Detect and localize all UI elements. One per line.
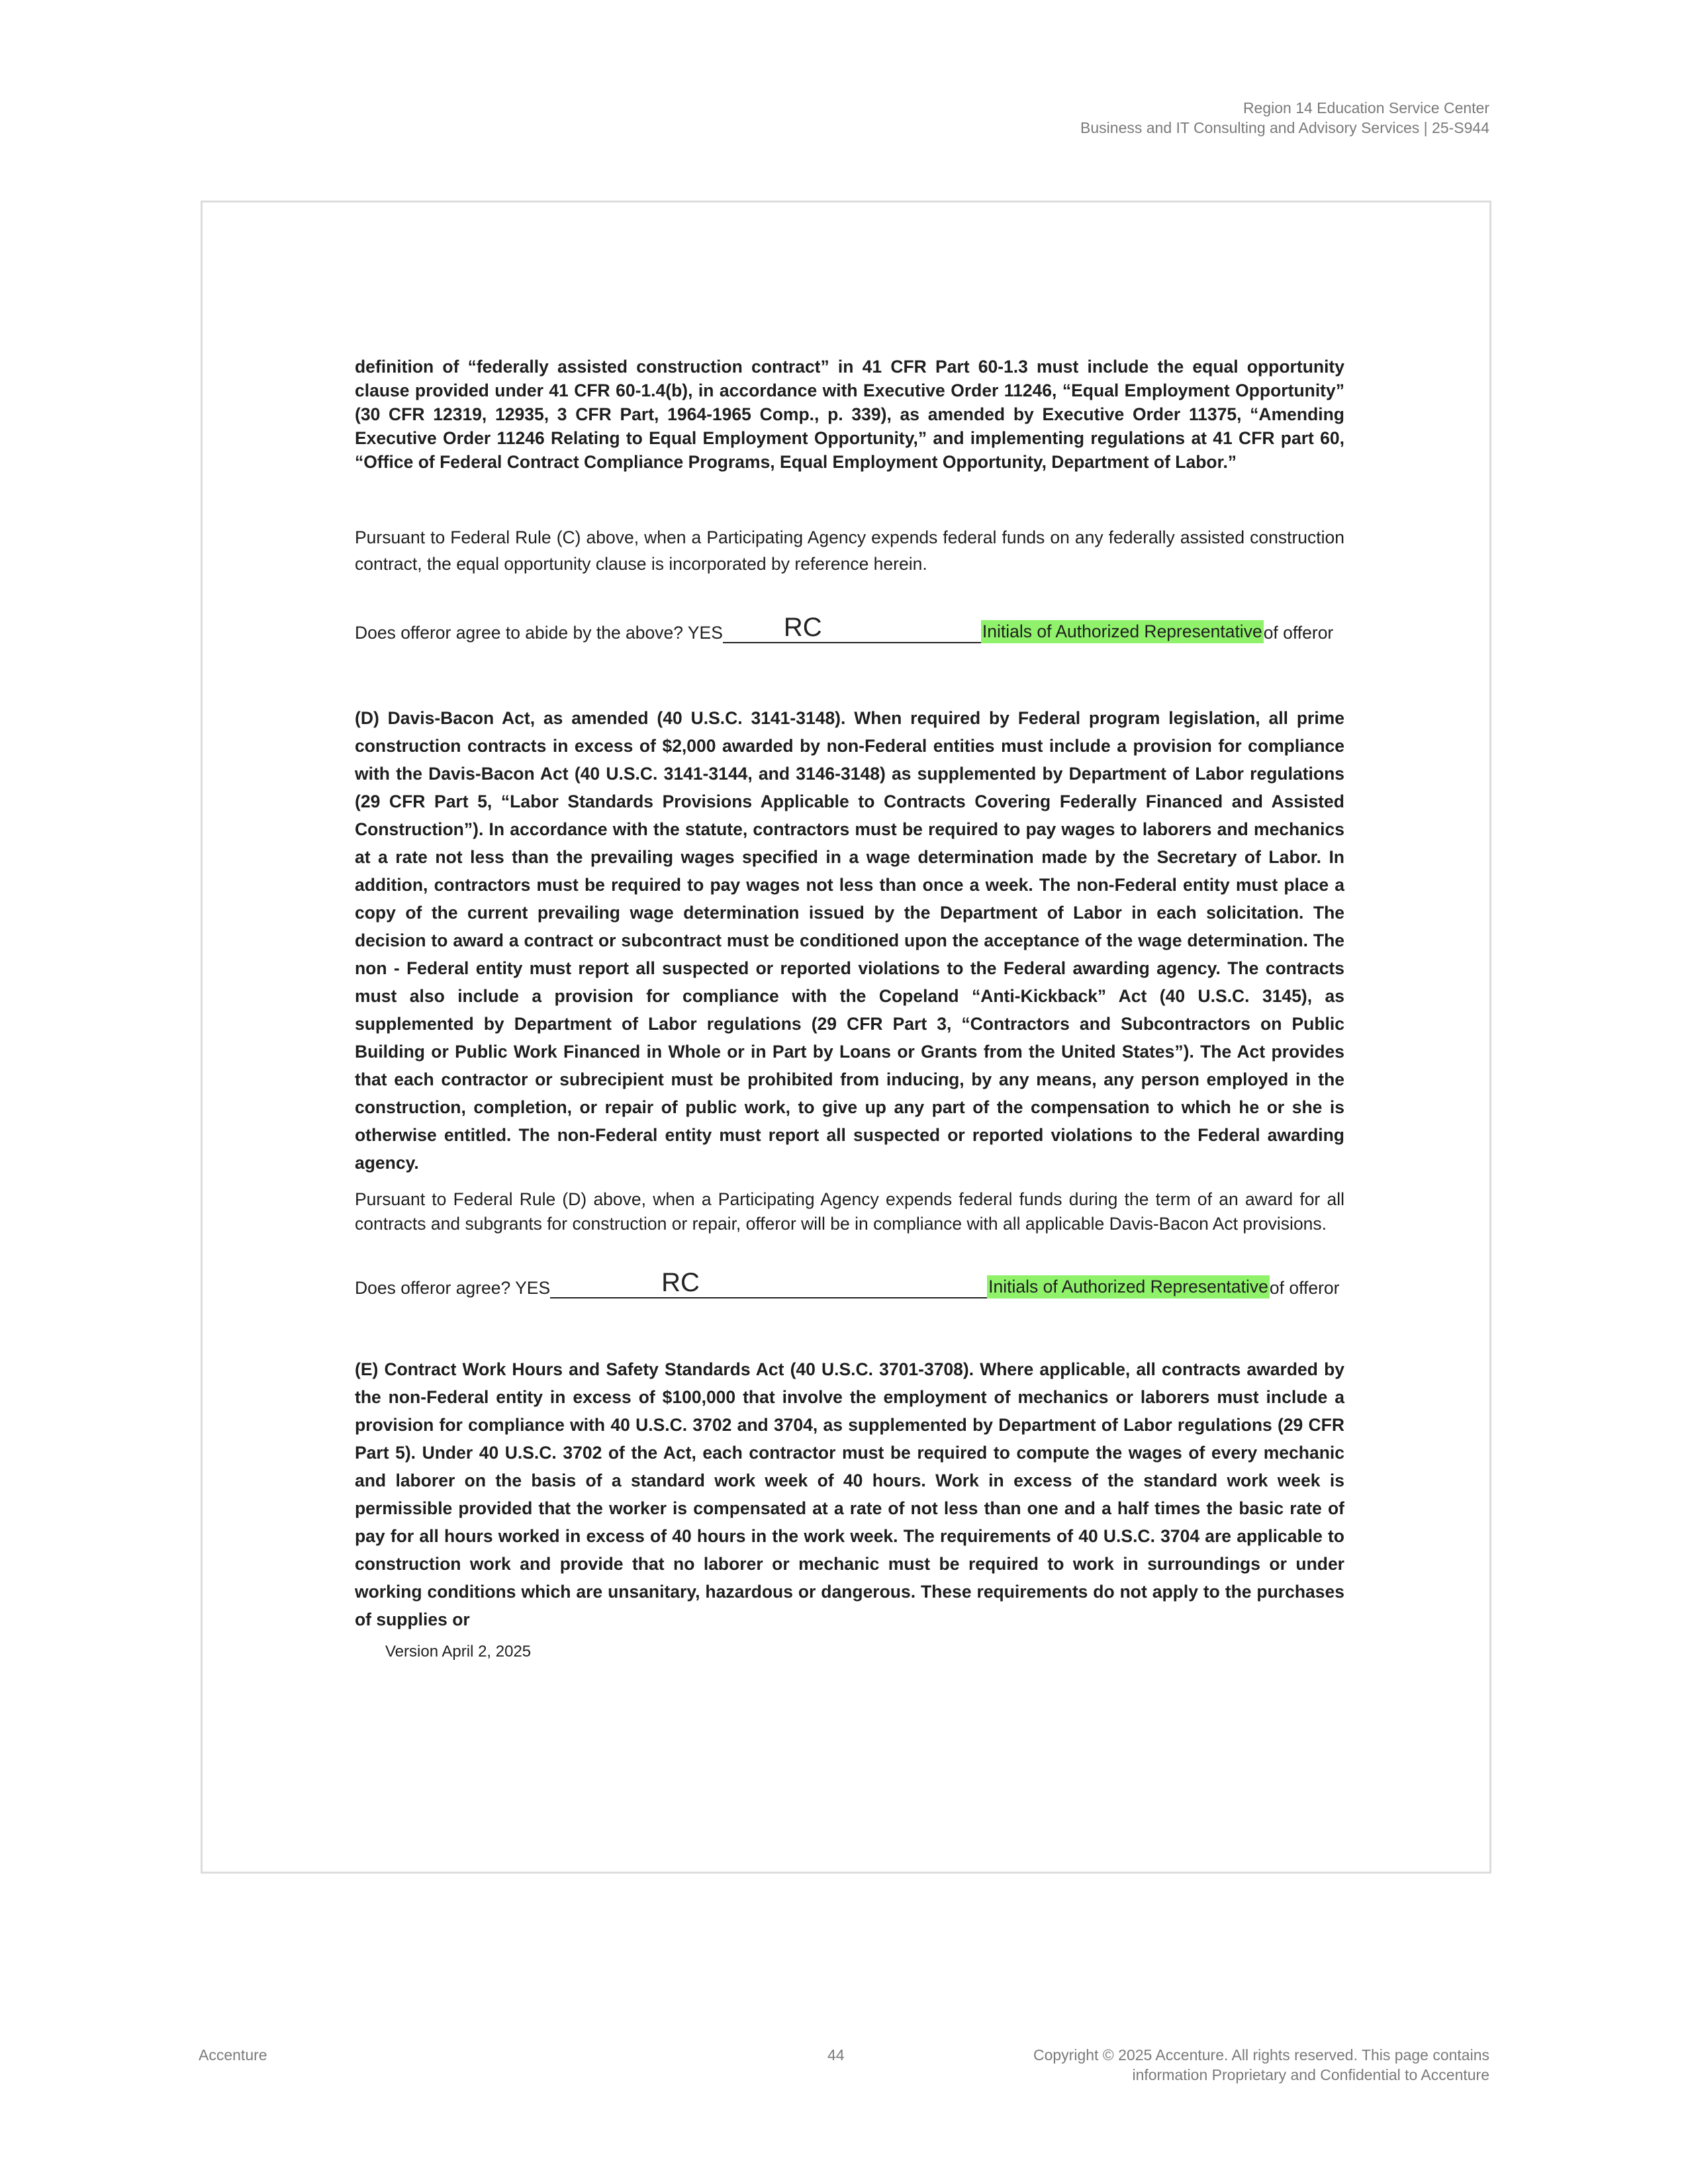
copyright-line-2: information Proprietary and Confidential to Accenture	[1132, 2066, 1489, 2083]
header-org: Region 14 Education Service Center	[1243, 99, 1489, 116]
page-header	[1080, 98, 1489, 138]
footer-company: Accenture	[199, 2046, 267, 2064]
copyright-line-1: Copyright © 2025 Accenture. All rights reserved. This page contains	[1033, 2046, 1489, 2064]
clause-c-continuation: definition of “federally assisted construction contract” in 41 CFR Part 60-1.3 must include the equal opportunity clause provided under 41 CFR 60-1.4(b), in accordance with Executive Order 11246, “Equal Employment Opportunity” (30 CFR 12319, 12935, 3 CFR Part, 1964-1965 Comp., p. 339), as amended by Executive Order 11375, “Amending Executive Order 11246 Relating to Equal Employment Opportunity,” and implementing regulations at 41 CFR part 60, “Office of Federal Contract Compliance Programs, Equal Employment Opportunity, Department of Labor.”	[355, 357, 1344, 472]
agree-row-d	[355, 1269, 1344, 1298]
agree-row-c	[355, 614, 1344, 643]
initials-signature: RC	[661, 1268, 700, 1297]
agree-question: Does offeror agree to abide by the above? YES	[355, 623, 723, 643]
clause-e-work-hours: (E) Contract Work Hours and Safety Standards Act (40 U.S.C. 3701-3708). Where applicable, all contracts awarded by the non-Federal entity in excess of $100,000 that involve the employment of mechanics or laborers must include a provision for compliance with 40 U.S.C. 3702 and 3704, as supplemented by Department of Labor regulations (29 CFR Part 5). Under 40 U.S.C. 3702 of the Act, each contractor must be required to compute the wages of every mechanic and laborer on the basis of a standard work week of 40 hours. Work in excess of the standard work week is permissible provided that the worker is compensated at a rate of not less than one and a half times the basic rate of pay for all hours worked in excess of 40 hours in the work week. The requirements of 40 U.S.C. 3704 are applicable to construction work and provide that no laborer or mechanic must be required to work in surroundings or under working conditions which are unsanitary, hazardous or dangerous. These requirements do not apply to the purchases of supplies or	[355, 1359, 1344, 1629]
footer-copyright	[1033, 2045, 1489, 2085]
document-image-frame	[201, 201, 1491, 1874]
pursuant-c-text: Pursuant to Federal Rule (C) above, when a Participating Agency expends federal funds on any federally assisted construction contract, the equal opportunity clause is incorporated by reference herein.	[355, 527, 1344, 574]
initials-label-suffix: of offeror	[1269, 1278, 1340, 1298]
initials-label-highlight: Initials of Authorized Representative	[981, 620, 1264, 643]
initials-label-highlight: Initials of Authorized Representative	[987, 1275, 1270, 1298]
initials-label-suffix: of offeror	[1263, 623, 1334, 643]
initials-field[interactable]	[723, 615, 981, 643]
header-project: Business and IT Consulting and Advisory Services | 25-S944	[1080, 119, 1489, 136]
initials-field[interactable]	[550, 1268, 987, 1298]
clause-d-davis-bacon: (D) Davis-Bacon Act, as amended (40 U.S.C. 3141-3148). When required by Federal program legislation, all prime construction contracts in excess of $2,000 awarded by non-Federal entities must include a provision for compliance with the Davis-Bacon Act (40 U.S.C. 3141-3144, and 3146-3148) as supplemented by Department of Labor regulations (29 CFR Part 5, “Labor Standards Provisions Applicable to Contracts Covering Federally Financed and Assisted Construction”). In accordance with the statute, contractors must be required to pay wages to laborers and mechanics at a rate not less than the prevailing wages specified in a wage determination made by the Secretary of Labor. In addition, contractors must be required to pay wages not less than once a week. The non-Federal entity must place a copy of the current prevailing wage determination issued by the Department of Labor in each solicitation. The decision to award a contract or subcontract must be conditioned upon the acceptance of the wage determination. The non - Federal entity must report all suspected or reported violations to the Federal awarding agency. The contracts must also include a provision for compliance with the Copeland “Anti-Kickback” Act (40 U.S.C. 3145), as supplemented by Department of Labor regulations (29 CFR Part 3, “Contractors and Subcontractors on Public Building or Public Work Financed in Whole or in Part by Loans or Grants from the United States”). The Act provides that each contractor or subrecipient must be prohibited from inducing, by any means, any person employed in the construction, completion, or repair of public work, to give up any part of the compensation to which he or she is otherwise entitled. The non-Federal entity must report all suspected or reported violations to the Federal awarding agency.	[355, 708, 1344, 1173]
pursuant-d-text: Pursuant to Federal Rule (D) above, when a Participating Agency expends federal funds during the term of an award for all contracts and subgrants for construction or repair, offeror will be in compliance with all applicable Davis-Bacon Act provisions.	[355, 1189, 1344, 1234]
initials-signature: RC	[783, 613, 822, 642]
page-number: 44	[827, 2046, 845, 2064]
agree-question: Does offeror agree? YES	[355, 1278, 551, 1298]
document-content	[355, 355, 1344, 1661]
version-label: Version April 2, 2025	[385, 1643, 532, 1661]
